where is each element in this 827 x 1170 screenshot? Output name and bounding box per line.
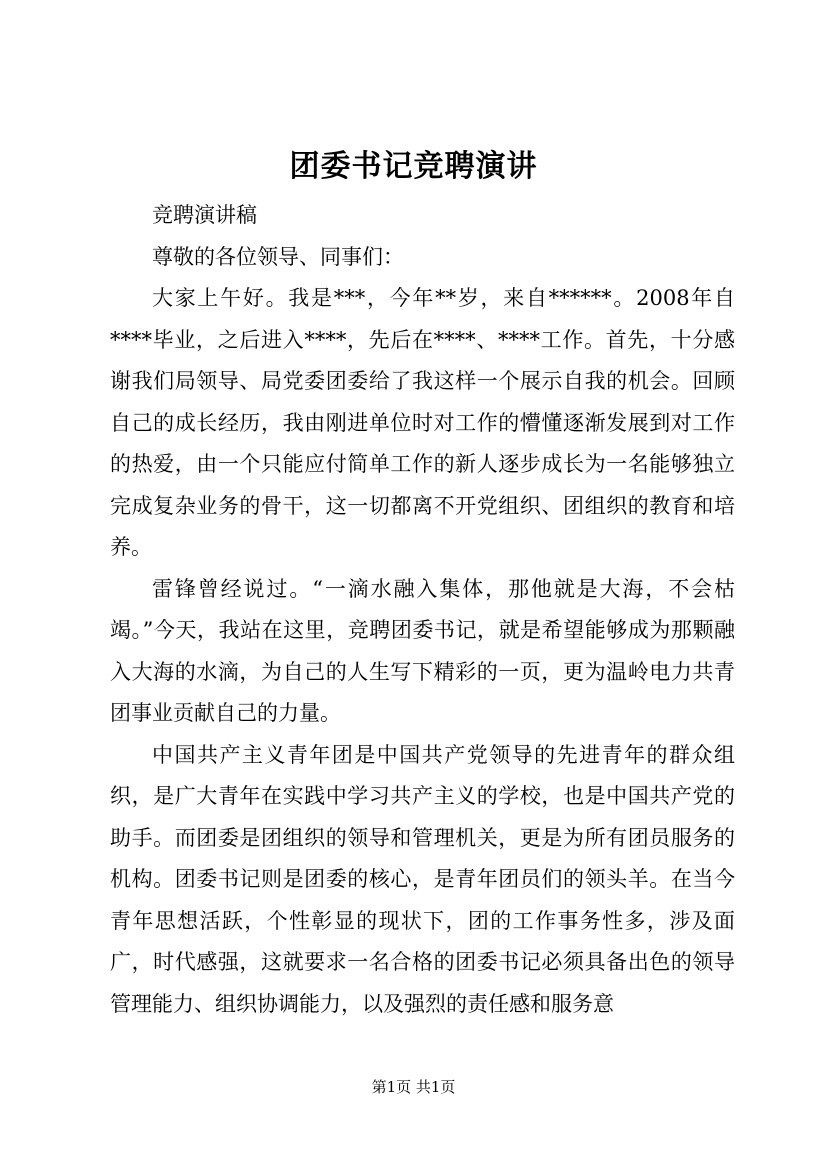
document-title: 团委书记竞聘演讲: [289, 149, 538, 184]
paragraph-league-role: 中国共产主义青年团是中国共产党领导的先进青年的群众组织，是广大青年在实践中学习共产主义的学校，也是中国共产党的助手。而团委是团组织的领导和管理机关，更是为所有团员服务的机构。团委书记则是团委的核心，是青年团员们的领头羊。在当今青年思想活跃，个性彰显的现状下，团的工作事务性多，涉及面广，时代感强，这就要求一名合格的团委书记必须具备出色的领导管理能力、组织协调能力，以及强烈的责任感和服务意: [110, 742, 735, 1016]
paragraph-quote: 雷锋曾经说过。“一滴水融入集体，那他就是大海，不会枯竭。”今天，我站在这里，竞聘团委书记，就是希望能够成为那颗融入大海的水滴，为自己的人生写下精彩的一页，更为温岭电力共青团事业贡献自己的力量。: [110, 576, 735, 725]
document-body: [110, 195, 735, 1025]
paragraph-subtitle: 竞聘演讲稿: [152, 203, 257, 227]
paragraph-introduction: 大家上午好。我是***，今年**岁，来自******。2008年自****毕业，之后进入****，先后在****、****工作。首先，十分感谢我们局领导、局党委团委给了我这样一个展示自我的机会。回顾自己的成长经历，我由刚进单位时对工作的懵懂逐渐发展到对工作的热爱，由一个只能应付简单工作的新人逐步成长为一名能够独立完成复杂业务的骨干，这一切都离不开党组织、团组织的教育和培养。: [110, 286, 735, 559]
page-footer: 第1页 共1页: [371, 1078, 456, 1096]
paragraph-salutation: 尊敬的各位领导、同事们：: [152, 244, 404, 269]
